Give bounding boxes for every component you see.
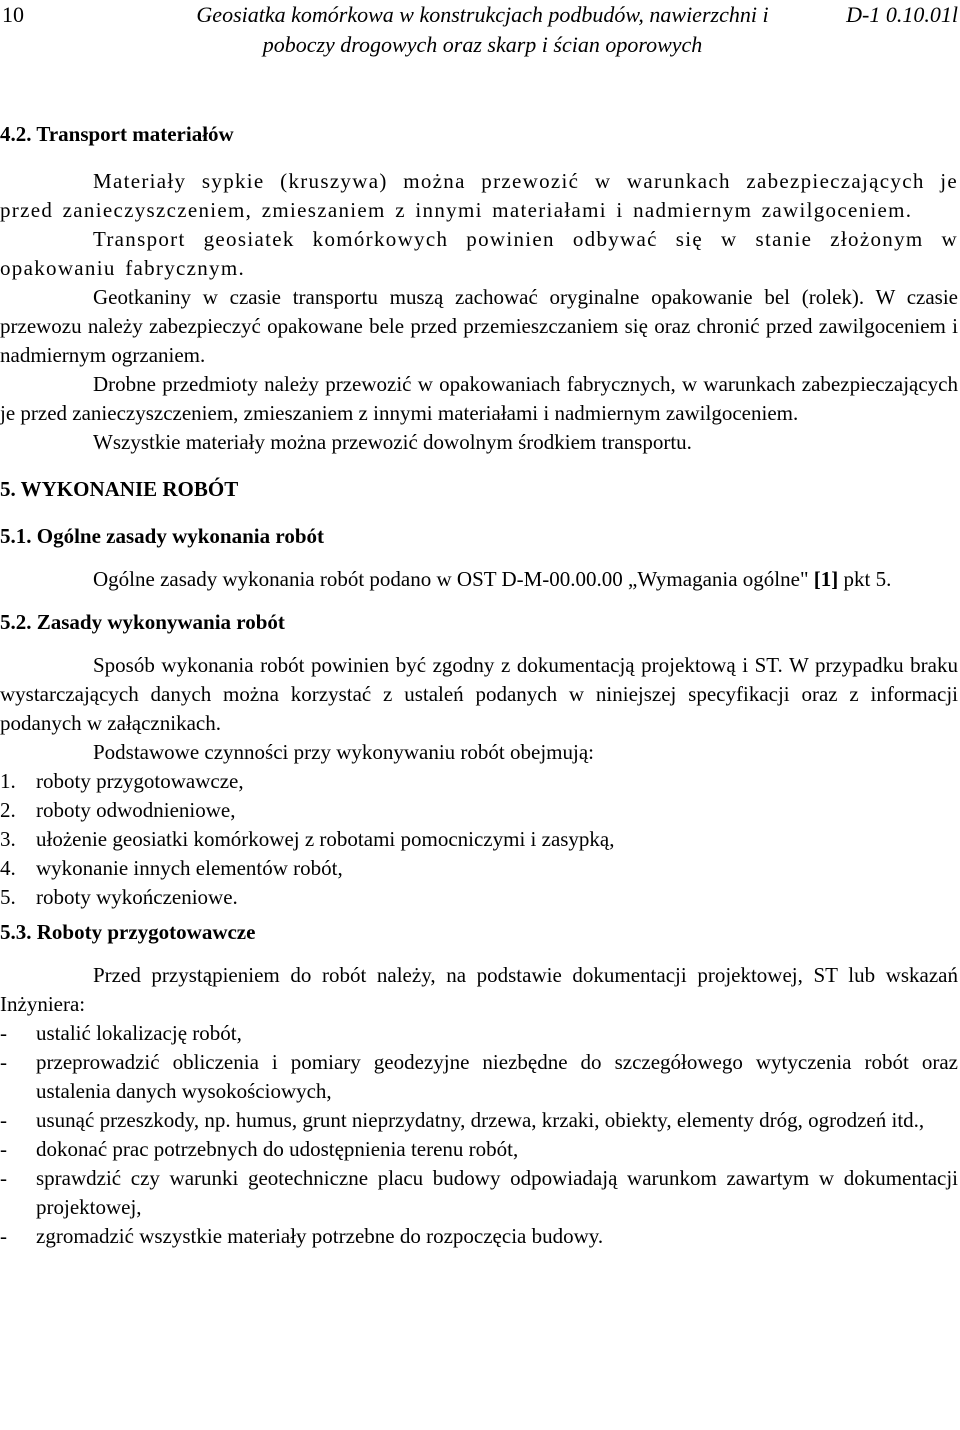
- list-dash: -: [0, 1137, 7, 1161]
- list-item: [0, 1106, 958, 1135]
- list-item-number: 4.: [0, 856, 16, 880]
- list-item-text: zgromadzić wszystkie materiały potrzebne do rozpoczęcia budowy.: [36, 1224, 604, 1248]
- list-item-text: roboty odwodnieniowe,: [36, 798, 236, 822]
- heading-4-2: 4.2. Transport materiałów: [0, 122, 234, 146]
- list-item: [0, 796, 958, 825]
- heading-5: 5. WYKONANIE ROBÓT: [0, 477, 239, 501]
- list-item-text: ułożenie geosiatki komórkowej z robotami pomocniczymi i zasypką,: [36, 827, 615, 851]
- list-item: [0, 1019, 958, 1048]
- list-dash: -: [0, 1021, 7, 1045]
- document-body: [0, 120, 958, 1251]
- paragraph-4-2-5: Wszystkie materiały można przewozić dowolnym środkiem transportu.: [93, 430, 692, 454]
- paragraph-4-2-2: Transport geosiatek komórkowych powinien odbywać się w stanie złożonym w opakowaniu fabrycznym.: [0, 227, 958, 280]
- list-item: [0, 854, 958, 883]
- work-list: [0, 767, 958, 912]
- list-item-text: dokonać prac potrzebnych do udostępnienia terenu robót,: [36, 1137, 519, 1161]
- paragraph-5-1-1-text: Ogólne zasady wykonania robót podano w OST D-M-00.00.00 „Wymagania ogólne": [93, 567, 814, 591]
- list-item-number: 3.: [0, 827, 16, 851]
- list-dash: -: [0, 1224, 7, 1248]
- page-header: [0, 0, 960, 92]
- list-item: [0, 1135, 958, 1164]
- page-number: 10: [2, 2, 24, 27]
- paragraph-5-3-1: Przed przystąpieniem do robót należy, na podstawie dokumentacji projektowej, ST lub wskazań Inżyniera:: [0, 963, 958, 1016]
- list-item-text: roboty przygotowawcze,: [36, 769, 244, 793]
- list-item-text: sprawdzić czy warunki geotechniczne placu budowy odpowiadają warunkom zawartym w dokumentacji projektowej,: [36, 1166, 958, 1219]
- heading-5-2: 5.2. Zasady wykonywania robót: [0, 610, 285, 634]
- paragraph-4-2-3: Geotkaniny w czasie transportu muszą zachować oryginalne opakowanie bel (rolek). W czasie przewozu należy zabezpieczyć opakowane bele przed przemieszczaniem się oraz chronić przed zawilgoceniem i nadmiernym ogrzaniem.: [0, 285, 958, 367]
- document-code: D-1 0.10.01l: [846, 2, 958, 27]
- list-item: [0, 883, 958, 912]
- paragraph-5-1-1: [0, 565, 958, 594]
- paragraph-5-2-2: Podstawowe czynności przy wykonywaniu robót obejmują:: [93, 740, 594, 764]
- list-item-text: wykonanie innych elementów robót,: [36, 856, 343, 880]
- paragraph-5-2-1: Sposób wykonania robót powinien być zgodny z dokumentacją projektową i ST. W przypadku braku wystarczających danych można korzystać z ustaleń podanych w niniejszej specyfikacji oraz z informacji podanych w załącznikach.: [0, 653, 958, 735]
- document-title: Geosiatka komórkowa w konstrukcjach podbudów, nawierzchni i poboczy drogowych oraz skarp i ścian oporowych: [196, 2, 769, 57]
- paragraph-5-1-1-tail: pkt 5.: [838, 567, 892, 591]
- list-item: [0, 1048, 958, 1106]
- list-item: [0, 1222, 958, 1251]
- list-item: [0, 767, 958, 796]
- list-dash: -: [0, 1108, 7, 1132]
- list-dash: -: [0, 1050, 7, 1074]
- preparation-list: [0, 1019, 958, 1251]
- list-item-text: usunąć przeszkody, np. humus, grunt nieprzydatny, drzewa, krzaki, obiekty, elementy dróg, ogrodzeń itd.,: [36, 1108, 925, 1132]
- paragraph-4-2-1: Materiały sypkie (kruszywa) można przewozić w warunkach zabezpieczających je przed zanieczyszczeniem, zmieszaniem z innymi materiałami i nadmiernym zawilgoceniem.: [0, 169, 958, 222]
- list-item: [0, 1164, 958, 1222]
- list-item: [0, 825, 958, 854]
- list-item-text: ustalić lokalizację robót,: [36, 1021, 242, 1045]
- list-item-number: 1.: [0, 769, 16, 793]
- reference-1: [1]: [813, 567, 839, 591]
- heading-5-1: 5.1. Ogólne zasady wykonania robót: [0, 524, 324, 548]
- list-item-number: 2.: [0, 798, 16, 822]
- paragraph-4-2-4: Drobne przedmioty należy przewozić w opakowaniach fabrycznych, w warunkach zabezpieczających je przed zanieczyszczeniem, zmieszaniem z innymi materiałami i nadmiernym zawilgoceniem.: [0, 372, 958, 425]
- list-item-text: przeprowadzić obliczenia i pomiary geodezyjne niezbędne do szczegółowego wytyczenia robót oraz ustalenia danych wysokościowych,: [36, 1050, 958, 1103]
- heading-5-3: 5.3. Roboty przygotowawcze: [0, 920, 256, 944]
- list-item-text: roboty wykończeniowe.: [36, 885, 238, 909]
- list-dash: -: [0, 1166, 7, 1190]
- list-item-number: 5.: [0, 885, 16, 909]
